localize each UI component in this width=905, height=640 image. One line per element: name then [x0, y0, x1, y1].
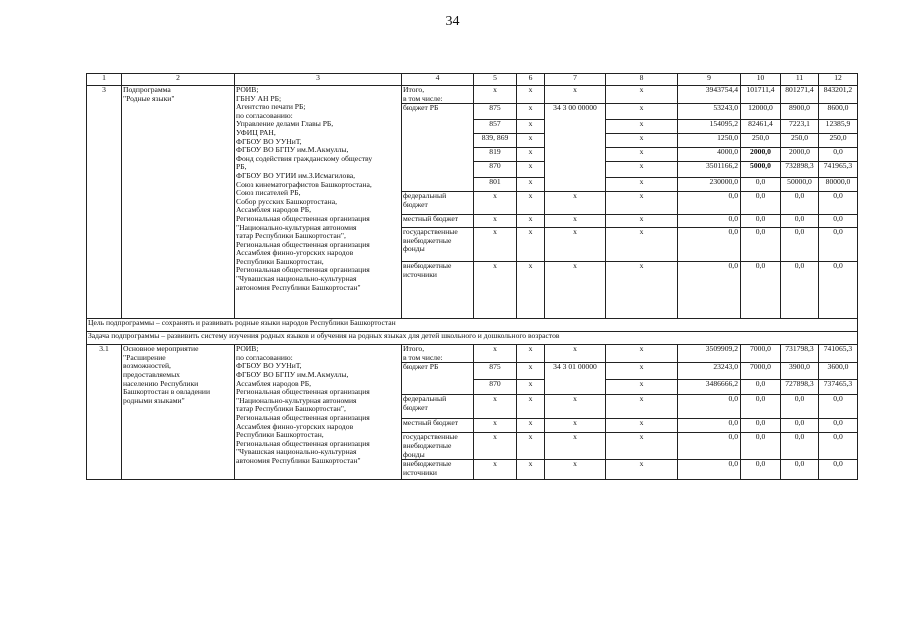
cell-year-1: 0,0 [741, 395, 781, 419]
cell-total: 3486666,2 [678, 380, 741, 395]
cell-year-2: 3900,0 [781, 363, 819, 380]
cell-rzpr: x [517, 380, 545, 395]
text-line: Ассамблея финно-угорских народов [236, 421, 354, 431]
cell-grbs: x [474, 433, 517, 460]
budget-table [86, 73, 858, 480]
cell-grbs: x [474, 345, 517, 363]
cell-grbs: x [474, 228, 517, 262]
cell-year-3: 0,0 [819, 433, 858, 460]
cell-csr: x [545, 460, 606, 480]
text-line: "Национально-культурная автономия [236, 395, 357, 405]
cell-vr: x [606, 380, 678, 395]
cell-year-2: 732898,3 [781, 162, 819, 178]
column-number: 1 [87, 74, 122, 86]
cell-rzpr: x [517, 395, 545, 419]
cell-total: 0,0 [678, 419, 741, 433]
cell-rzpr: x [517, 134, 545, 148]
row-number: 3 [87, 86, 122, 319]
funding-source: бюджет РБ [402, 363, 474, 395]
cell-grbs: x [474, 395, 517, 419]
text-line: по согласованию: [236, 110, 293, 120]
cell-year-3: 0,0 [819, 215, 858, 228]
cell-rzpr: x [517, 433, 545, 460]
text-line: Региональная общественная организация [236, 265, 370, 275]
cell-year-2: 801271,4 [781, 86, 819, 104]
cell-year-1: 0,0 [741, 262, 781, 319]
cell-rzpr: x [517, 363, 545, 380]
cell-year-1: 101711,4 [741, 86, 781, 104]
cell-total: 4000,0 [678, 148, 741, 162]
cell-year-1: 82461,4 [741, 120, 781, 134]
cell-year-1: 7000,0 [741, 363, 781, 380]
column-number: 10 [741, 74, 781, 86]
cell-total: 3943754,4 [678, 86, 741, 104]
cell-total: 0,0 [678, 228, 741, 262]
cell-csr: 34 3 01 00000 [545, 363, 606, 395]
cell-year-2: 727898,3 [781, 380, 819, 395]
text-line: Собор русских Башкортостана, [236, 196, 337, 206]
cell-year-1: 0,0 [741, 433, 781, 460]
text-line: "Расширение [123, 352, 166, 362]
text-line: ГБНУ АН РБ; [236, 93, 282, 103]
cell-vr: x [606, 395, 678, 419]
text-line: автономия Республики Башкортостан" [236, 282, 361, 292]
cell-vr: x [606, 162, 678, 178]
funding-source: внебюджетные источники [402, 460, 474, 480]
cell-year-3: 0,0 [819, 192, 858, 215]
funding-source: государственные внебюджетные фонды [402, 228, 474, 262]
cell-rzpr: x [517, 460, 545, 480]
cell-vr: x [606, 345, 678, 363]
text-line: Республики Башкортостан, [236, 256, 324, 266]
text-line: Региональная общественная организация [236, 438, 370, 448]
cell-vr: x [606, 460, 678, 480]
cell-year-2: 250,0 [781, 134, 819, 148]
cell-grbs: x [474, 86, 517, 104]
text-line: ФГБОУ ВО УУНиТ, [236, 361, 302, 371]
column-number: 6 [517, 74, 545, 86]
cell-year-2: 0,0 [781, 215, 819, 228]
program-name [122, 86, 235, 319]
text-line: Региональная общественная организация [236, 387, 370, 397]
cell-year-1: 12000,0 [741, 104, 781, 120]
text-line: Союз писателей РБ, [236, 188, 301, 198]
text-line: ФГБОУ ВО УУНиТ, [236, 136, 302, 146]
cell-year-3: 12385,9 [819, 120, 858, 134]
cell-grbs: x [474, 262, 517, 319]
cell-vr: x [606, 104, 678, 120]
cell-total: 0,0 [678, 262, 741, 319]
subprogram-task: Задача подпрограммы – развивить систему изучения родных языков и обучения на родных языках для детей школьного и дошкольного возрастов [87, 332, 858, 345]
subprogram-goal: Цель подпрограммы – сохранять и развивать родные языки народов Республики Башкортостан [87, 319, 858, 332]
cell-rzpr: x [517, 262, 545, 319]
funding-source: Итого, в том числе: [402, 345, 474, 363]
cell-csr: x [545, 419, 606, 433]
cell-year-2: 0,0 [781, 460, 819, 480]
cell-rzpr: x [517, 162, 545, 178]
cell-year-2: 731798,3 [781, 345, 819, 363]
column-number: 12 [819, 74, 858, 86]
cell-year-3: 741065,3 [819, 345, 858, 363]
cell-vr: x [606, 178, 678, 192]
cell-grbs: 857 [474, 120, 517, 134]
cell-total: 1250,0 [678, 134, 741, 148]
cell-year-3: 0,0 [819, 228, 858, 262]
cell-csr: 34 3 00 00000 [545, 104, 606, 192]
text-line: предоставляемых [123, 369, 180, 379]
cell-rzpr: x [517, 148, 545, 162]
text-line: РБ, [236, 162, 247, 172]
cell-year-3: 250,0 [819, 134, 858, 148]
table-row [87, 86, 858, 104]
text-line: родными языками" [123, 395, 185, 405]
cell-rzpr: x [517, 345, 545, 363]
cell-year-1: 7000,0 [741, 345, 781, 363]
executors-list [235, 86, 402, 319]
cell-vr: x [606, 228, 678, 262]
column-number: 2 [122, 74, 235, 86]
cell-year-3: 843201,2 [819, 86, 858, 104]
cell-year-1: 0,0 [741, 419, 781, 433]
cell-vr: x [606, 120, 678, 134]
cell-total: 0,0 [678, 395, 741, 419]
text-line: Башкортостан в овладении [123, 387, 211, 397]
cell-rzpr: x [517, 178, 545, 192]
cell-year-2: 0,0 [781, 419, 819, 433]
cell-total: 0,0 [678, 460, 741, 480]
cell-total: 23243,0 [678, 363, 741, 380]
cell-total: 154095,2 [678, 120, 741, 134]
cell-vr: x [606, 215, 678, 228]
cell-total: 0,0 [678, 192, 741, 215]
cell-csr: x [545, 228, 606, 262]
funding-source: федеральный бюджет [402, 395, 474, 419]
cell-year-2: 0,0 [781, 433, 819, 460]
text-line: "Родные языки" [123, 93, 175, 103]
text-line: Республики Башкортостан, [236, 430, 324, 440]
column-number: 3 [235, 74, 402, 86]
cell-grbs: 819 [474, 148, 517, 162]
cell-year-3: 0,0 [819, 395, 858, 419]
cell-total: 0,0 [678, 215, 741, 228]
cell-vr: x [606, 419, 678, 433]
cell-vr: x [606, 148, 678, 162]
cell-vr: x [606, 134, 678, 148]
cell-total: 0,0 [678, 433, 741, 460]
header-row [87, 74, 858, 86]
cell-year-2: 0,0 [781, 395, 819, 419]
text-line: "Чувашская национально-культурная [236, 447, 357, 457]
funding-source: федеральный бюджет [402, 192, 474, 215]
cell-year-1: 2000,0 [741, 148, 781, 162]
text-line: Региональная общественная организация [236, 239, 370, 249]
text-line: населению Республики [123, 378, 199, 388]
cell-year-2: 7223,1 [781, 120, 819, 134]
text-line: ФГБОУ ВО УГИИ им.З.Исмагилова, [236, 170, 356, 180]
cell-rzpr: x [517, 215, 545, 228]
cell-year-3: 737465,3 [819, 380, 858, 395]
text-line: татар Республики Башкортостан", [236, 231, 346, 241]
cell-year-3: 0,0 [819, 460, 858, 480]
executors-list [235, 345, 402, 480]
text-line: Региональная общественная организация [236, 412, 370, 422]
cell-total: 53243,0 [678, 104, 741, 120]
cell-grbs: 875 [474, 104, 517, 120]
text-line: Союз кинематографистов Башкортостана, [236, 179, 372, 189]
cell-grbs: 839, 869 [474, 134, 517, 148]
cell-csr: x [545, 395, 606, 419]
program-name [122, 345, 235, 480]
cell-grbs: 870 [474, 162, 517, 178]
text-line: РОИВ; [236, 344, 259, 354]
column-number: 5 [474, 74, 517, 86]
cell-year-3: 80000,0 [819, 178, 858, 192]
table-body [87, 74, 858, 480]
cell-grbs: 870 [474, 380, 517, 395]
cell-year-3: 8600,0 [819, 104, 858, 120]
funding-source: местный бюджет [402, 215, 474, 228]
cell-year-1: 0,0 [741, 460, 781, 480]
cell-year-1: 0,0 [741, 215, 781, 228]
text-line: ФГБОУ ВО БГПУ им.М.Акмуллы, [236, 369, 349, 379]
text-line: автономия Республики Башкортостан" [236, 455, 361, 465]
cell-csr: x [545, 262, 606, 319]
cell-rzpr: x [517, 86, 545, 104]
column-number: 4 [402, 74, 474, 86]
page-number: 34 [445, 14, 460, 29]
cell-total: 230000,0 [678, 178, 741, 192]
funding-source: внебюджетные источники [402, 262, 474, 319]
cell-grbs: x [474, 460, 517, 480]
funding-source: бюджет РБ [402, 104, 474, 192]
cell-rzpr: x [517, 419, 545, 433]
cell-total: 3509909,2 [678, 345, 741, 363]
cell-rzpr: x [517, 228, 545, 262]
cell-year-3: 3600,0 [819, 363, 858, 380]
text-line: по согласованию: [236, 352, 293, 362]
cell-year-3: 0,0 [819, 262, 858, 319]
cell-grbs: x [474, 192, 517, 215]
cell-year-1: 0,0 [741, 228, 781, 262]
row-number: 3.1 [87, 345, 122, 480]
table-row [87, 345, 858, 363]
cell-grbs: x [474, 419, 517, 433]
funding-source: местный бюджет [402, 419, 474, 433]
cell-year-2: 0,0 [781, 228, 819, 262]
cell-csr: x [545, 192, 606, 215]
cell-year-2: 50000,0 [781, 178, 819, 192]
text-line: Агентство печати РБ; [236, 102, 306, 112]
cell-rzpr: x [517, 192, 545, 215]
cell-year-2: 8900,0 [781, 104, 819, 120]
text-line: Фонд содействия гражданскому обществу [236, 153, 373, 163]
cell-vr: x [606, 433, 678, 460]
column-number: 9 [678, 74, 741, 86]
text-line: возможностей, [123, 361, 171, 371]
cell-total: 3501166,2 [678, 162, 741, 178]
cell-year-1: 250,0 [741, 134, 781, 148]
cell-year-1: 0,0 [741, 178, 781, 192]
text-line: Основное мероприятие [123, 344, 199, 354]
cell-vr: x [606, 192, 678, 215]
funding-source: государственные внебюджетные фонды [402, 433, 474, 460]
text-line: "Чувашская национально-культурная [236, 274, 357, 284]
text-line: Подпрограмма [123, 85, 171, 94]
cell-grbs: 875 [474, 363, 517, 380]
cell-year-1: 5000,0 [741, 162, 781, 178]
cell-year-1: 0,0 [741, 380, 781, 395]
cell-year-1: 0,0 [741, 192, 781, 215]
cell-csr: x [545, 433, 606, 460]
text-line: ФГБОУ ВО БГПУ им.М.Акмуллы, [236, 145, 349, 155]
column-number: 7 [545, 74, 606, 86]
cell-grbs: x [474, 215, 517, 228]
text-line: Ассамблея народов РБ, [236, 205, 311, 215]
cell-grbs: 801 [474, 178, 517, 192]
text-line: татар Республики Башкортостан", [236, 404, 346, 414]
cell-vr: x [606, 363, 678, 380]
text-line: "Национально-культурная автономия [236, 222, 357, 232]
text-line: УФИЦ РАН, [236, 127, 276, 137]
cell-year-2: 0,0 [781, 262, 819, 319]
cell-csr: x [545, 345, 606, 363]
text-line: Региональная общественная организация [236, 213, 370, 223]
text-line: Управление делами Главы РБ, [236, 119, 334, 129]
cell-rzpr: x [517, 120, 545, 134]
text-line: Ассамблея народов РБ, [236, 378, 311, 388]
subprogram-task-row [87, 332, 858, 345]
text-line: РОИВ; [236, 85, 259, 94]
cell-year-2: 2000,0 [781, 148, 819, 162]
column-number: 11 [781, 74, 819, 86]
cell-year-3: 0,0 [819, 148, 858, 162]
cell-year-3: 0,0 [819, 419, 858, 433]
cell-year-3: 741965,3 [819, 162, 858, 178]
cell-vr: x [606, 262, 678, 319]
cell-vr: x [606, 86, 678, 104]
cell-year-2: 0,0 [781, 192, 819, 215]
funding-source: Итого, в том числе: [402, 86, 474, 104]
cell-csr: x [545, 86, 606, 104]
cell-csr: x [545, 215, 606, 228]
cell-rzpr: x [517, 104, 545, 120]
column-number: 8 [606, 74, 678, 86]
subprogram-goal-row [87, 319, 858, 332]
text-line: Ассамблея финно-угорских народов [236, 248, 354, 258]
